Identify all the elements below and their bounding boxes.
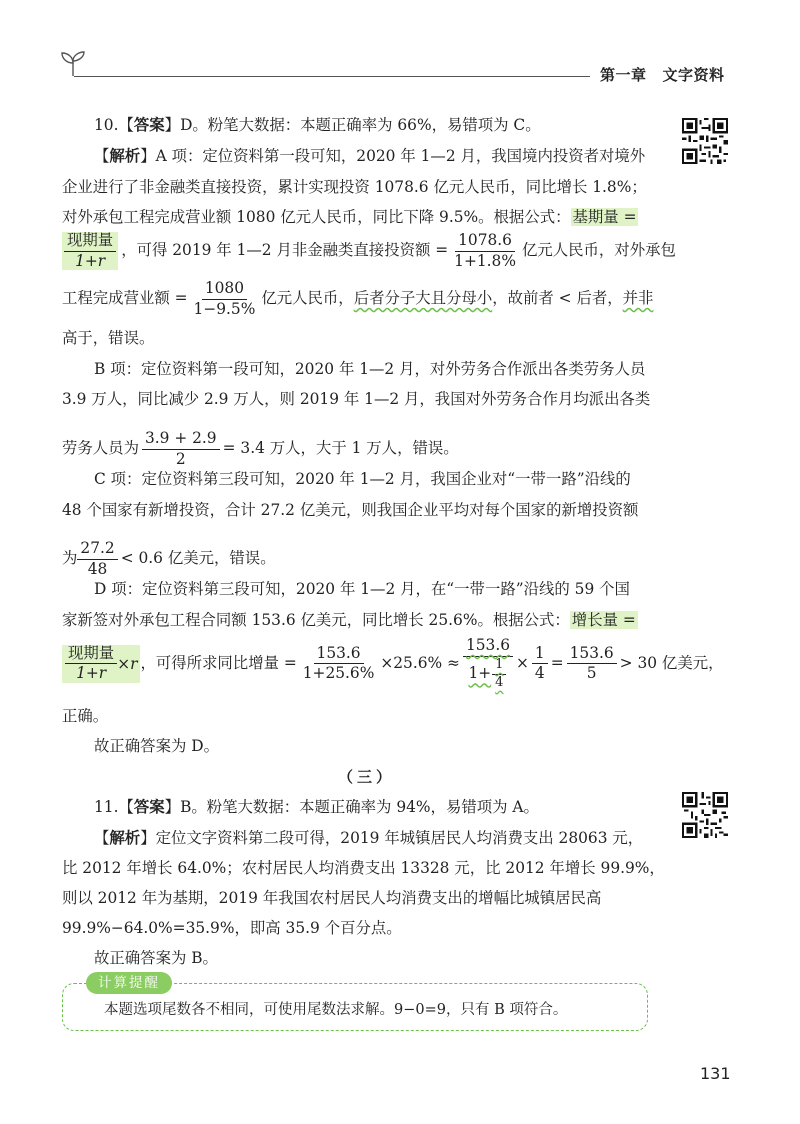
wavy-emphasis: 后者分子大且分母小: [353, 289, 493, 308]
fraction: $\frac{153.6}{5}$: [567, 645, 617, 683]
section-title: （三）: [338, 768, 396, 786]
formula-highlight: 基期量 =: [572, 208, 637, 226]
q11-analysis-line-3: 则以 2012 年为基期，2019 年我国农村居民人均消费支出的增幅比城镇居民高: [62, 889, 602, 907]
q10-analysis-line-2: 企业进行了非金融类直接投资，累计实现投资 1078.6 亿元人民币，同比增长 1.8%；: [62, 178, 647, 196]
chapter-header: [600, 64, 725, 85]
fraction: $\frac{27.2}{48}$: [77, 540, 117, 578]
chapter-label: 第一章: [600, 66, 647, 84]
fraction: $\frac{1080}{1-9.5\%}$: [193, 279, 256, 318]
q10-option-b-line-3: 劳务人员为 $\frac{3.9 + 2.9}{2}$ = 3.4 万人，大于 1 万人，错误。: [62, 429, 459, 468]
header-rule: [74, 76, 590, 77]
q10-analysis-line-3: 对外承包工程完成营业额 1080 亿元人民币，同比下降 9.5%。根据公式： 基期量 =: [62, 208, 637, 226]
qr-code-icon[interactable]: [682, 792, 728, 838]
q10-option-d-line-2: 家新签对外承包工程合同额 153.6 亿美元，同比增长 25.6%。根据公式： 增长量 =: [62, 611, 636, 629]
answer-tag: 答案: [133, 116, 165, 134]
formula-highlight: 现期量 1+r ×r: [62, 645, 140, 683]
q10-answer-line: 10.【答案】D。粉笔大数据：本题正确率为 66%，易错项为 C。: [94, 116, 541, 134]
fraction: $\frac{153.6}{1+25.6\%}$: [302, 643, 375, 683]
fraction: $\frac{1}{4}$: [532, 645, 548, 683]
q10-analysis-line-4: 现期量 1+r ，可得 2019 年 1—2 月非金融类直接投资额 = $\frac{1078.6}{1+1.8\%}$ 亿元人民币，对外承包: [62, 232, 676, 270]
q10-option-c-line-3: 为 $\frac{27.2}{48}$ < 0.6 亿美元，错误。: [62, 539, 276, 578]
fraction: $\frac{3.9 + 2.9}{2}$: [142, 430, 220, 468]
fraction: $\frac{1078.6}{1+1.8\%}$: [454, 231, 516, 270]
page-number: 131: [700, 1064, 731, 1083]
q11-analysis-line-4: 99.9%−64.0%=35.9%，即高 35.9 个百分点。: [62, 919, 402, 937]
q10-option-b-line-2: 3.9 万人，同比减少 2.9 万人，则 2019 年 1—2 月，我国对外劳务合作月均派出各类: [62, 390, 651, 408]
analysis-tag: 解析: [109, 147, 141, 165]
calc-tip-text: 本题选项尾数各不相同，可使用尾数法求解。9−0=9，只有 B 项符合。: [104, 1002, 568, 1018]
q10-option-c-line-1: C 项：定位资料第三段可知，2020 年 1—2 月，我国企业对“一带一路”沿线的: [94, 470, 631, 488]
q10-analysis-line-1: 【解析】A 项：定位资料第一段可知，2020 年 1—2 月，我国境内投资者对境外: [94, 147, 646, 165]
analysis-tag: 解析: [109, 829, 141, 847]
q11-answer-line: 11.【答案】B。粉笔大数据：本题正确率为 94%，易错项为 A。: [94, 798, 539, 816]
q10-analysis-line-6: 高于，错误。: [62, 329, 155, 347]
q10-analysis-line-5: 工程完成营业额 = $\frac{1080}{1-9.5\%}$ 亿元人民币，后者分子大且分母小，故前者 < 后者，并非: [62, 279, 654, 318]
q10-option-b-line-1: B 项：定位资料第一段可知，2020 年 1—2 月，对外劳务合作派出各类劳务人员: [94, 360, 646, 378]
calc-tip-tag: 计算提醒: [86, 972, 172, 994]
sprout-logo-icon: [58, 48, 88, 78]
q11-conclusion: 故正确答案为 B。: [94, 949, 218, 967]
q10-option-d-line-3: 现期量 1+r ×r ，可得所求同比增量 = $\frac{153.6}{1+25.6\%}$ ×25.6% ≈ 153.6 1+ $\frac{1}{4}$ × $\frac{1}{4}$ = $\frac{153.6}{5}$ > 30 亿美元，: [62, 637, 724, 691]
wavy-emphasis: 并非: [622, 289, 654, 308]
q10-option-d-line-4: 正确。: [62, 707, 109, 725]
q10-option-d-line-1: D 项：定位资料第三段可知，2020 年 1—2 月，在“一带一路”沿线的 59 个国: [94, 580, 630, 598]
formula-fraction: 现期量 1+r: [62, 232, 118, 270]
q10-conclusion: 故正确答案为 D。: [94, 737, 219, 755]
formula-highlight: 增长量 =: [571, 611, 636, 629]
qr-code-icon[interactable]: [682, 118, 728, 164]
fraction: 153.6 1+ $\frac{1}{4}$: [463, 637, 513, 691]
answer-tag: 答案: [133, 798, 165, 816]
section-label: 文字资料: [662, 66, 725, 84]
q10-option-c-line-2: 48 个国家有新增投资，合计 27.2 亿美元，则我国企业平均对每个国家的新增投资额: [62, 501, 639, 519]
q11-analysis-line-1: 【解析】定位文字资料第二段可得，2019 年城镇居民人均消费支出 28063 元，: [94, 829, 644, 847]
q11-analysis-line-2: 比 2012 年增长 64.0%；农村居民人均消费支出 13328 元，比 2012 年增长 99.9%，: [62, 859, 665, 877]
